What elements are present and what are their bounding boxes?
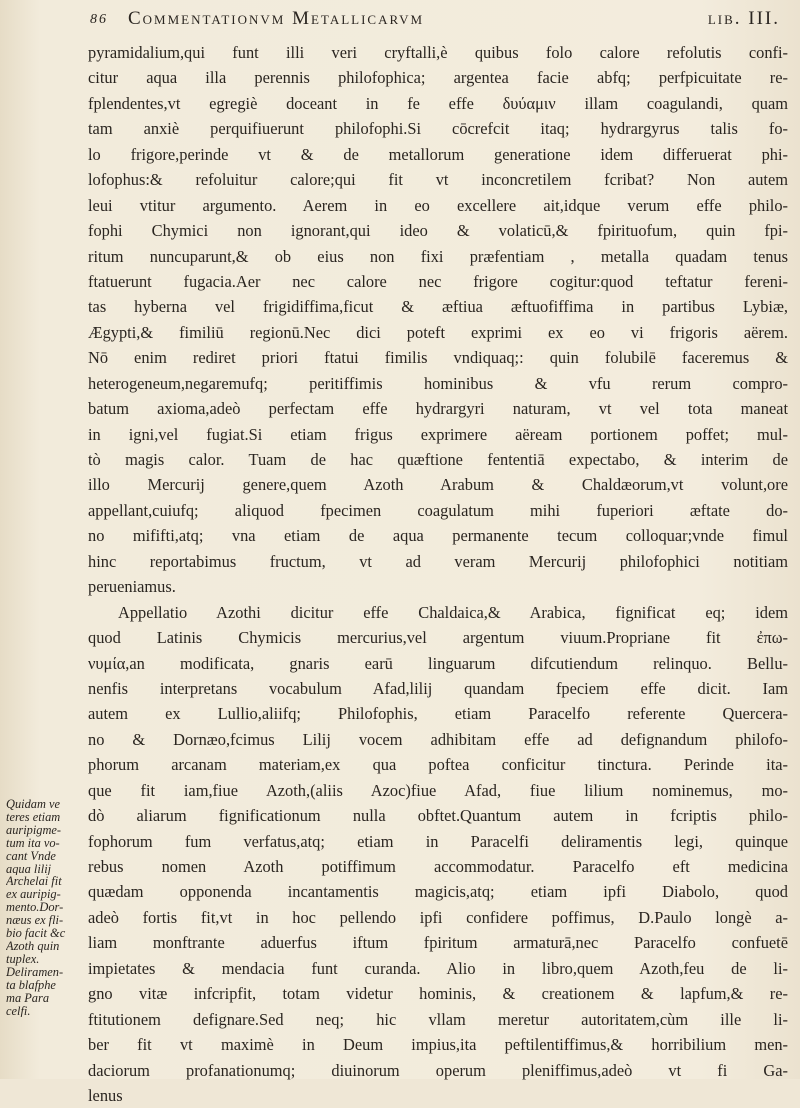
text-line: rebus nomen Azoth potiffimum accommodatur. Paracelfo eft medicina xyxy=(88,857,788,876)
text-line: pyramidalium,qui funt illi veri cryftalli,è quibus folo calore refolutis confi- xyxy=(88,43,788,62)
text-line: tam anxiè perquifiuerunt philofophi.Si cōcrefcit itaq; hydrargyrus talis fo- xyxy=(88,119,788,139)
text-line: nenfis interpretans vocabulum Afad,lilij quandam fpeciem effe dicit. Iam xyxy=(88,678,788,698)
text-line: leui vtitur argumento. Aerem in eo excellere ait,idque verum effe philo- xyxy=(88,195,788,215)
text-line: lofophus:& refoluitur calore;qui fit vt inconcretilem fcribat? Non autem xyxy=(88,170,788,190)
running-title: Commentationvm Metallicarvm xyxy=(128,8,425,29)
text-line: batum axioma,adeò perfectam effe hydrargyri naturam, vt vel tota maneat xyxy=(88,399,788,419)
text-line: ma Para xyxy=(6,991,50,1005)
text-line: illo Mercurij genere,quem Azoth Arabum & Chaldæorum,vt volunt,ore xyxy=(88,475,788,495)
text-line: tas hyberna vel frigidiffima,ficut & æftiua æftuofiffima in partibus Lybiæ, xyxy=(88,297,788,317)
text-line: Azoth quin xyxy=(6,939,60,953)
text-line: no & Dornæo,fcimus Lilij vocem adhibitam effe ad defignandum philofo- xyxy=(88,729,788,749)
text-line: cant Vnde xyxy=(6,849,56,863)
text-line: aqua lilij xyxy=(6,862,52,876)
text-line: Ægypti,& fimiliū regionū.Nec dici poteft exprimi ex eo vi frigoris aërem. xyxy=(88,322,788,342)
text-line: lo frigore,perinde vt & de metallorum generatione idem differuerat phi- xyxy=(88,144,788,164)
book-number: lib. III. xyxy=(707,8,780,29)
text-line: quod Latinis Chymicis mercurius,vel argentum viuum.Propriane fit ἐπω- xyxy=(88,628,788,648)
text-line: dò aliarum fignificationum nulla obftet.Quantum autem in fcriptis philo- xyxy=(88,806,788,826)
text-line: Appellatio Azothi dicitur effe Chaldaica,& Arabica, fignificat eq; idem xyxy=(118,602,788,622)
text-line: heterogeneum,negaremufq; peritiffimis hominibus & vfu rerum compro- xyxy=(88,373,788,393)
text-line: lenus xyxy=(88,1085,123,1105)
text-line: fophorum fum verfatus,atq; etiam in Paracelfi deliramentis legi, quinque xyxy=(88,831,788,851)
text-line: celfi. xyxy=(6,1004,31,1018)
main-text xyxy=(88,40,788,1108)
margin-note xyxy=(6,798,84,1017)
text-line: ftatuerunt fugacia.Aer nec calore nec frigore cogitur:quod teftatur fereni- xyxy=(88,271,788,291)
text-line: quædam opponenda incantamentis magicis,atq; etiam ipfi Diabolo, quod xyxy=(88,882,788,902)
text-line: ftitutionem defignare.Sed neq; hic vllam meretur autoritatem,cùm ille li- xyxy=(88,1009,788,1029)
running-header xyxy=(90,6,780,36)
text-line: adeò fortis fit,vt in hoc pellendo ipfi confidere poffimus, D.Paulo longè a- xyxy=(88,907,788,927)
text-line: mento.Dor- xyxy=(6,901,64,915)
text-line: ber fit vt maximè in Deum impius,ita peftilentiffimus,& horribilium men- xyxy=(88,1035,788,1055)
paragraph-1 xyxy=(88,40,788,600)
text-line: liam monftrante aduerfus iftum fpiritum armaturā,nec Paracelfo confuetē xyxy=(88,933,788,953)
text-line: ta blafphe xyxy=(6,978,56,992)
text-line: daciorum profanationumq; diuinorum operum pleniffimus,adeò vt fi Ga- xyxy=(88,1060,788,1080)
text-line: phorum arcanam materiam,ex qua poftea conficitur tinctura. Perinde ita- xyxy=(88,755,788,775)
text-line: næus ex fli- xyxy=(6,914,64,928)
page-number: 86 xyxy=(90,12,108,27)
text-line: que fit iam,fiue Azoth,(aliis Azoc)fiue Afad, fiue lilium nominemus, mo- xyxy=(88,780,788,800)
text-line: appellant,cuiufq; aliquod fpecimen coagulatum mihi fuperiori æftate do- xyxy=(88,500,788,520)
text-line: Archelai fit xyxy=(6,875,62,889)
text-line: tuplex. xyxy=(6,952,40,966)
text-line: impietates & mendacia funt curanda. Alio in libro,quem Azoth,feu de li- xyxy=(88,958,788,978)
text-line: Quidam ve xyxy=(6,798,61,811)
text-line: auripigme- xyxy=(6,823,62,837)
text-line: autem ex Lullio,aliifq; Philofophis, etiam Paracelfo referente Quercera- xyxy=(88,704,788,724)
text-line: fophi Chymici non ignorant,qui ideo & volaticū,& fpirituofum, quin fpi- xyxy=(88,221,788,241)
text-line: fplendentes,vt egregiè doceant in fe effe δυύαμιν illam coagulandi, quam xyxy=(88,93,788,113)
text-line: Deliramen- xyxy=(6,965,64,979)
text-line: no mififti,atq; vna etiam de aqua permanente tecum colloquar;vnde fimul xyxy=(88,526,788,546)
text-line: ex auripig- xyxy=(6,888,61,902)
text-line: tò magis calor. Tuam de hac quæftione fententiā expectabo, & interim de xyxy=(88,450,788,469)
text-line: bio facit &c xyxy=(6,927,66,940)
text-line: teres etiam xyxy=(6,810,61,824)
text-line: gno vitæ infcripfit, totam videtur hominis, & creationem & lapfum,& re- xyxy=(88,984,788,1004)
text-line: νυμία,an modificata, gnaris earū linguarum difcutiendum relinquo. Bellu- xyxy=(88,653,788,673)
text-line: citur aqua illa perennis philofophica; argentea facie abfq; perfpicuitate re- xyxy=(88,68,788,88)
text-line: perueniamus. xyxy=(88,577,176,597)
text-line: hinc reportabimus fructum, vt ad veram Mercurij philofophici notitiam xyxy=(88,551,788,571)
text-line: ritum nuncuparunt,& ob eius non fixi præfentiam , metalla quadam tenus xyxy=(88,246,788,266)
text-line: in igni,vel fugiat.Si etiam frigus exprimere aëream portionem poffet; mul- xyxy=(88,424,788,444)
text-line: tum ita vo- xyxy=(6,836,60,850)
text-line: Nō enim rediret priori ftatui fimilis vndiquaq;: quin folubilē faceremus & xyxy=(88,348,788,368)
paragraph-2 xyxy=(88,600,788,1108)
